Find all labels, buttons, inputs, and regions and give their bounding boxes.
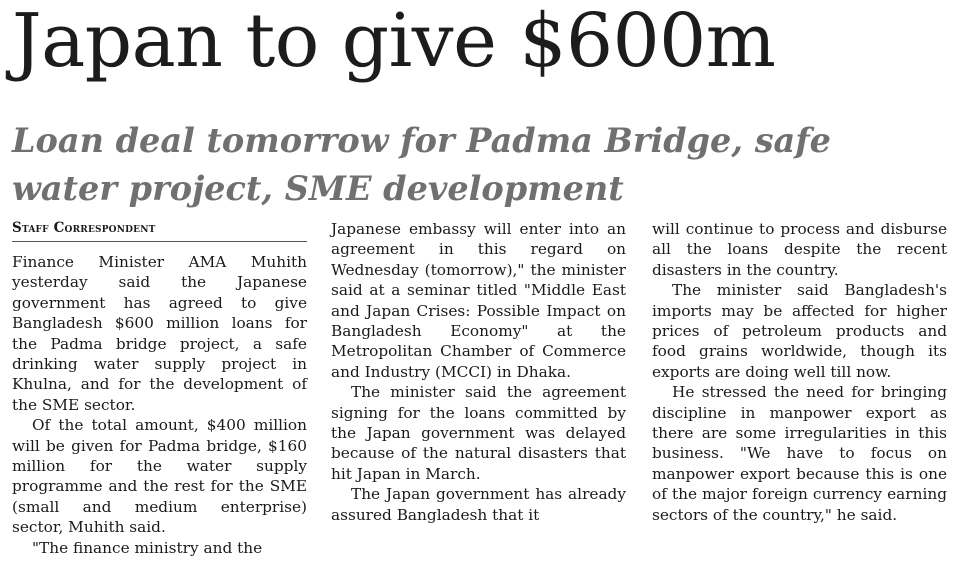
column3-paragraph-2: The minister said Bangladesh's imports may be affected for higher prices of petroleum products and food grains worldwide, though its exports are doing well till now. [652,281,947,381]
article-column-3 [652,219,947,525]
subheadline: Loan deal tomorrow for Padma Bridge, safe water project, SME development [12,121,831,208]
column2-paragraph-2: The minister said the agreement signing for the loans committed by the Japan government was delayed because of the natural disasters that hit Japan in March. [331,383,626,483]
column2-paragraph-1: Japanese embassy will enter into an agreement in this regard on Wednesday (tomorrow)," the minister said at a seminar titled "Middle East and Japan Crises: Possible Impact on Bangladesh Economy" at the Metropolitan Chamber of Commerce and Industry (MCCI) in Dhaka. [331,220,626,381]
article-column-2 [331,219,626,525]
column1-paragraph-2: Of the total amount, $400 million will be given for Padma bridge, $160 million for the water supply programme and the rest for the SME (small and medium enterprise) sector, Muhith said. [12,416,307,537]
column1-paragraph-1: Finance Minister AMA Muhith yesterday said the Japanese government has agreed to give Bangladesh $600 million loans for the Padma bridge project, a safe drinking water supply project in Khulna, and for the development of the SME sector. [12,253,307,414]
column2-paragraph-3: The Japan government has already assured Bangladesh that it [331,485,626,524]
article-column-1 [12,219,307,558]
column1-paragraph-3: "The finance ministry and the [32,538,263,557]
column3-paragraph-1: will continue to process and disburse all the loans despite the recent disasters in the country. [652,220,947,279]
column3-paragraph-3: He stressed the need for bringing discipline in manpower export as there are some irregularities in this business. "We have to focus on manpower export because this is one of the major foreign currency earning sectors of the country," he said. [652,383,947,524]
headline: Japan to give $600m [12,0,776,84]
byline: Staff Correspondent [12,219,307,242]
